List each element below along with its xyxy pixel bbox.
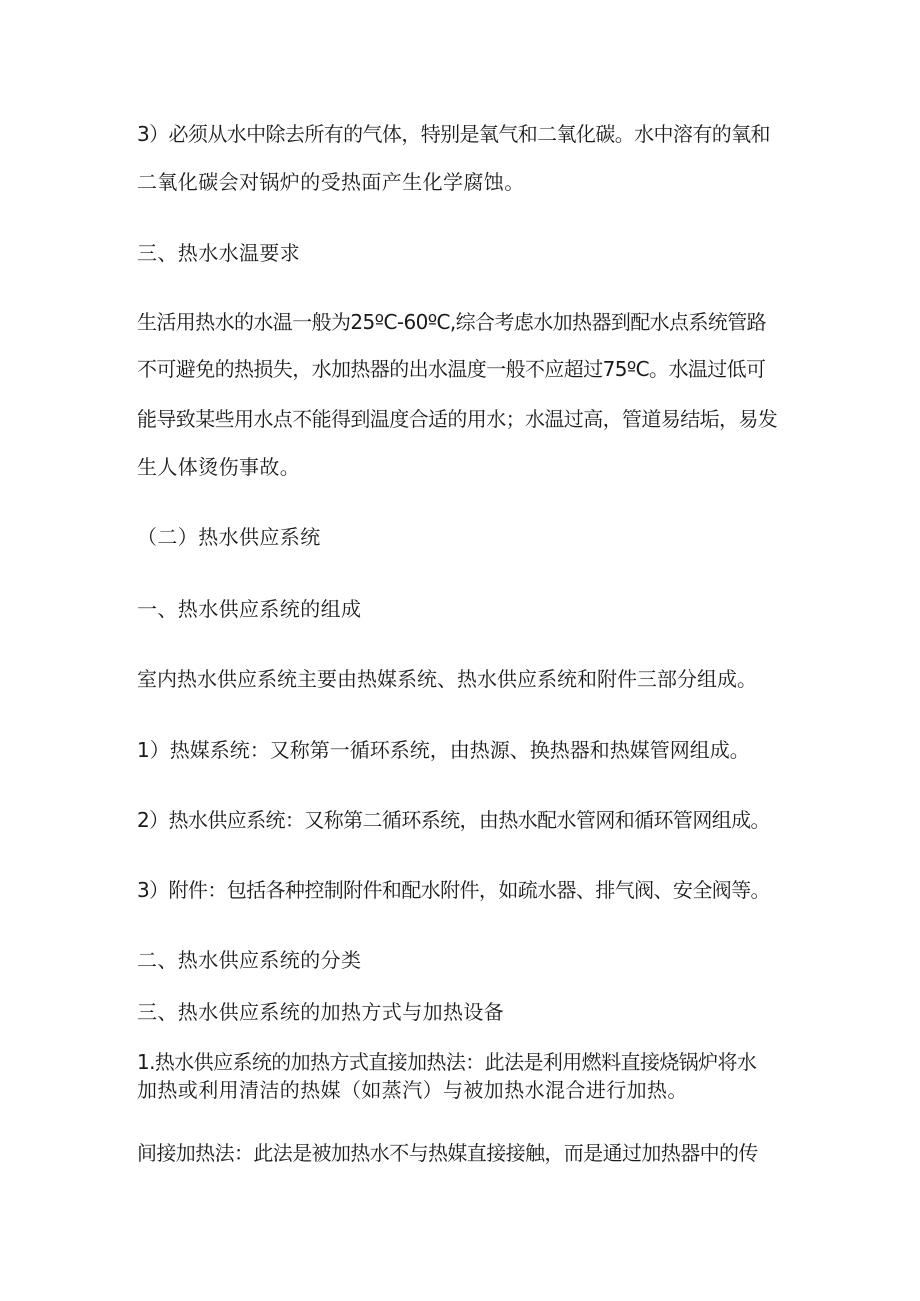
- list-item-heat-medium-system: 1）热媒系统：又称第一循环系统，由热源、换热器和热媒管网组成。: [137, 738, 750, 762]
- paragraph-composition-intro: 室内热水供应系统主要由热媒系统、热水供应系统和附件三部分组成。: [137, 667, 757, 691]
- list-item-accessories: 3）附件：包括各种控制附件和配水附件，如疏水器、排气阀、安全阀等。: [137, 878, 770, 902]
- heading-system-composition: 一、热水供应系统的组成: [137, 597, 362, 621]
- heading-heating-methods: 三、热水供应系统的加热方式与加热设备: [137, 1000, 505, 1024]
- heading-system-classification: 二、热水供应系统的分类: [137, 948, 362, 972]
- paragraph-direct-heating-line-1: 1.热水供应系统的加热方式直接加热法：此法是利用燃料直接烧锅炉将水: [137, 1050, 757, 1074]
- paragraph-direct-heating-line-2: 加热或利用清洁的热媒（如蒸汽）与被加热水混合进行加热。: [137, 1078, 688, 1102]
- heading-water-temperature: 三、热水水温要求: [137, 241, 301, 265]
- paragraph-gas-removal-line-1: 3）必须从水中除去所有的气体，特别是氧气和二氧化碳。水中溶有的氧和: [137, 122, 770, 146]
- paragraph-temperature-line-1: 生活用热水的水温一般为25ºC-60ºC,综合考虑水加热器到配水点系统管路: [137, 310, 767, 334]
- paragraph-temperature-line-4: 生人体烫伤事故。: [137, 455, 301, 479]
- list-item-hot-water-supply-system: 2）热水供应系统：又称第二循环系统，由热水配水管网和循环管网组成。: [137, 808, 770, 832]
- paragraph-indirect-heating-line-1: 间接加热法：此法是被加热水不与热媒直接接触，而是通过加热器中的传: [137, 1141, 758, 1165]
- paragraph-temperature-line-3: 能导致某些用水点不能得到温度合适的用水；水温过高，管道易结垢，易发: [137, 407, 778, 431]
- heading-hot-water-supply-system: （二）热水供应系统: [137, 525, 321, 549]
- paragraph-temperature-line-2: 不可避免的热损失，水加热器的出水温度一般不应超过75ºC。水温过低可: [137, 357, 766, 381]
- paragraph-gas-removal-line-2: 二氧化碳会对锅炉的受热面产生化学腐蚀。: [137, 170, 525, 194]
